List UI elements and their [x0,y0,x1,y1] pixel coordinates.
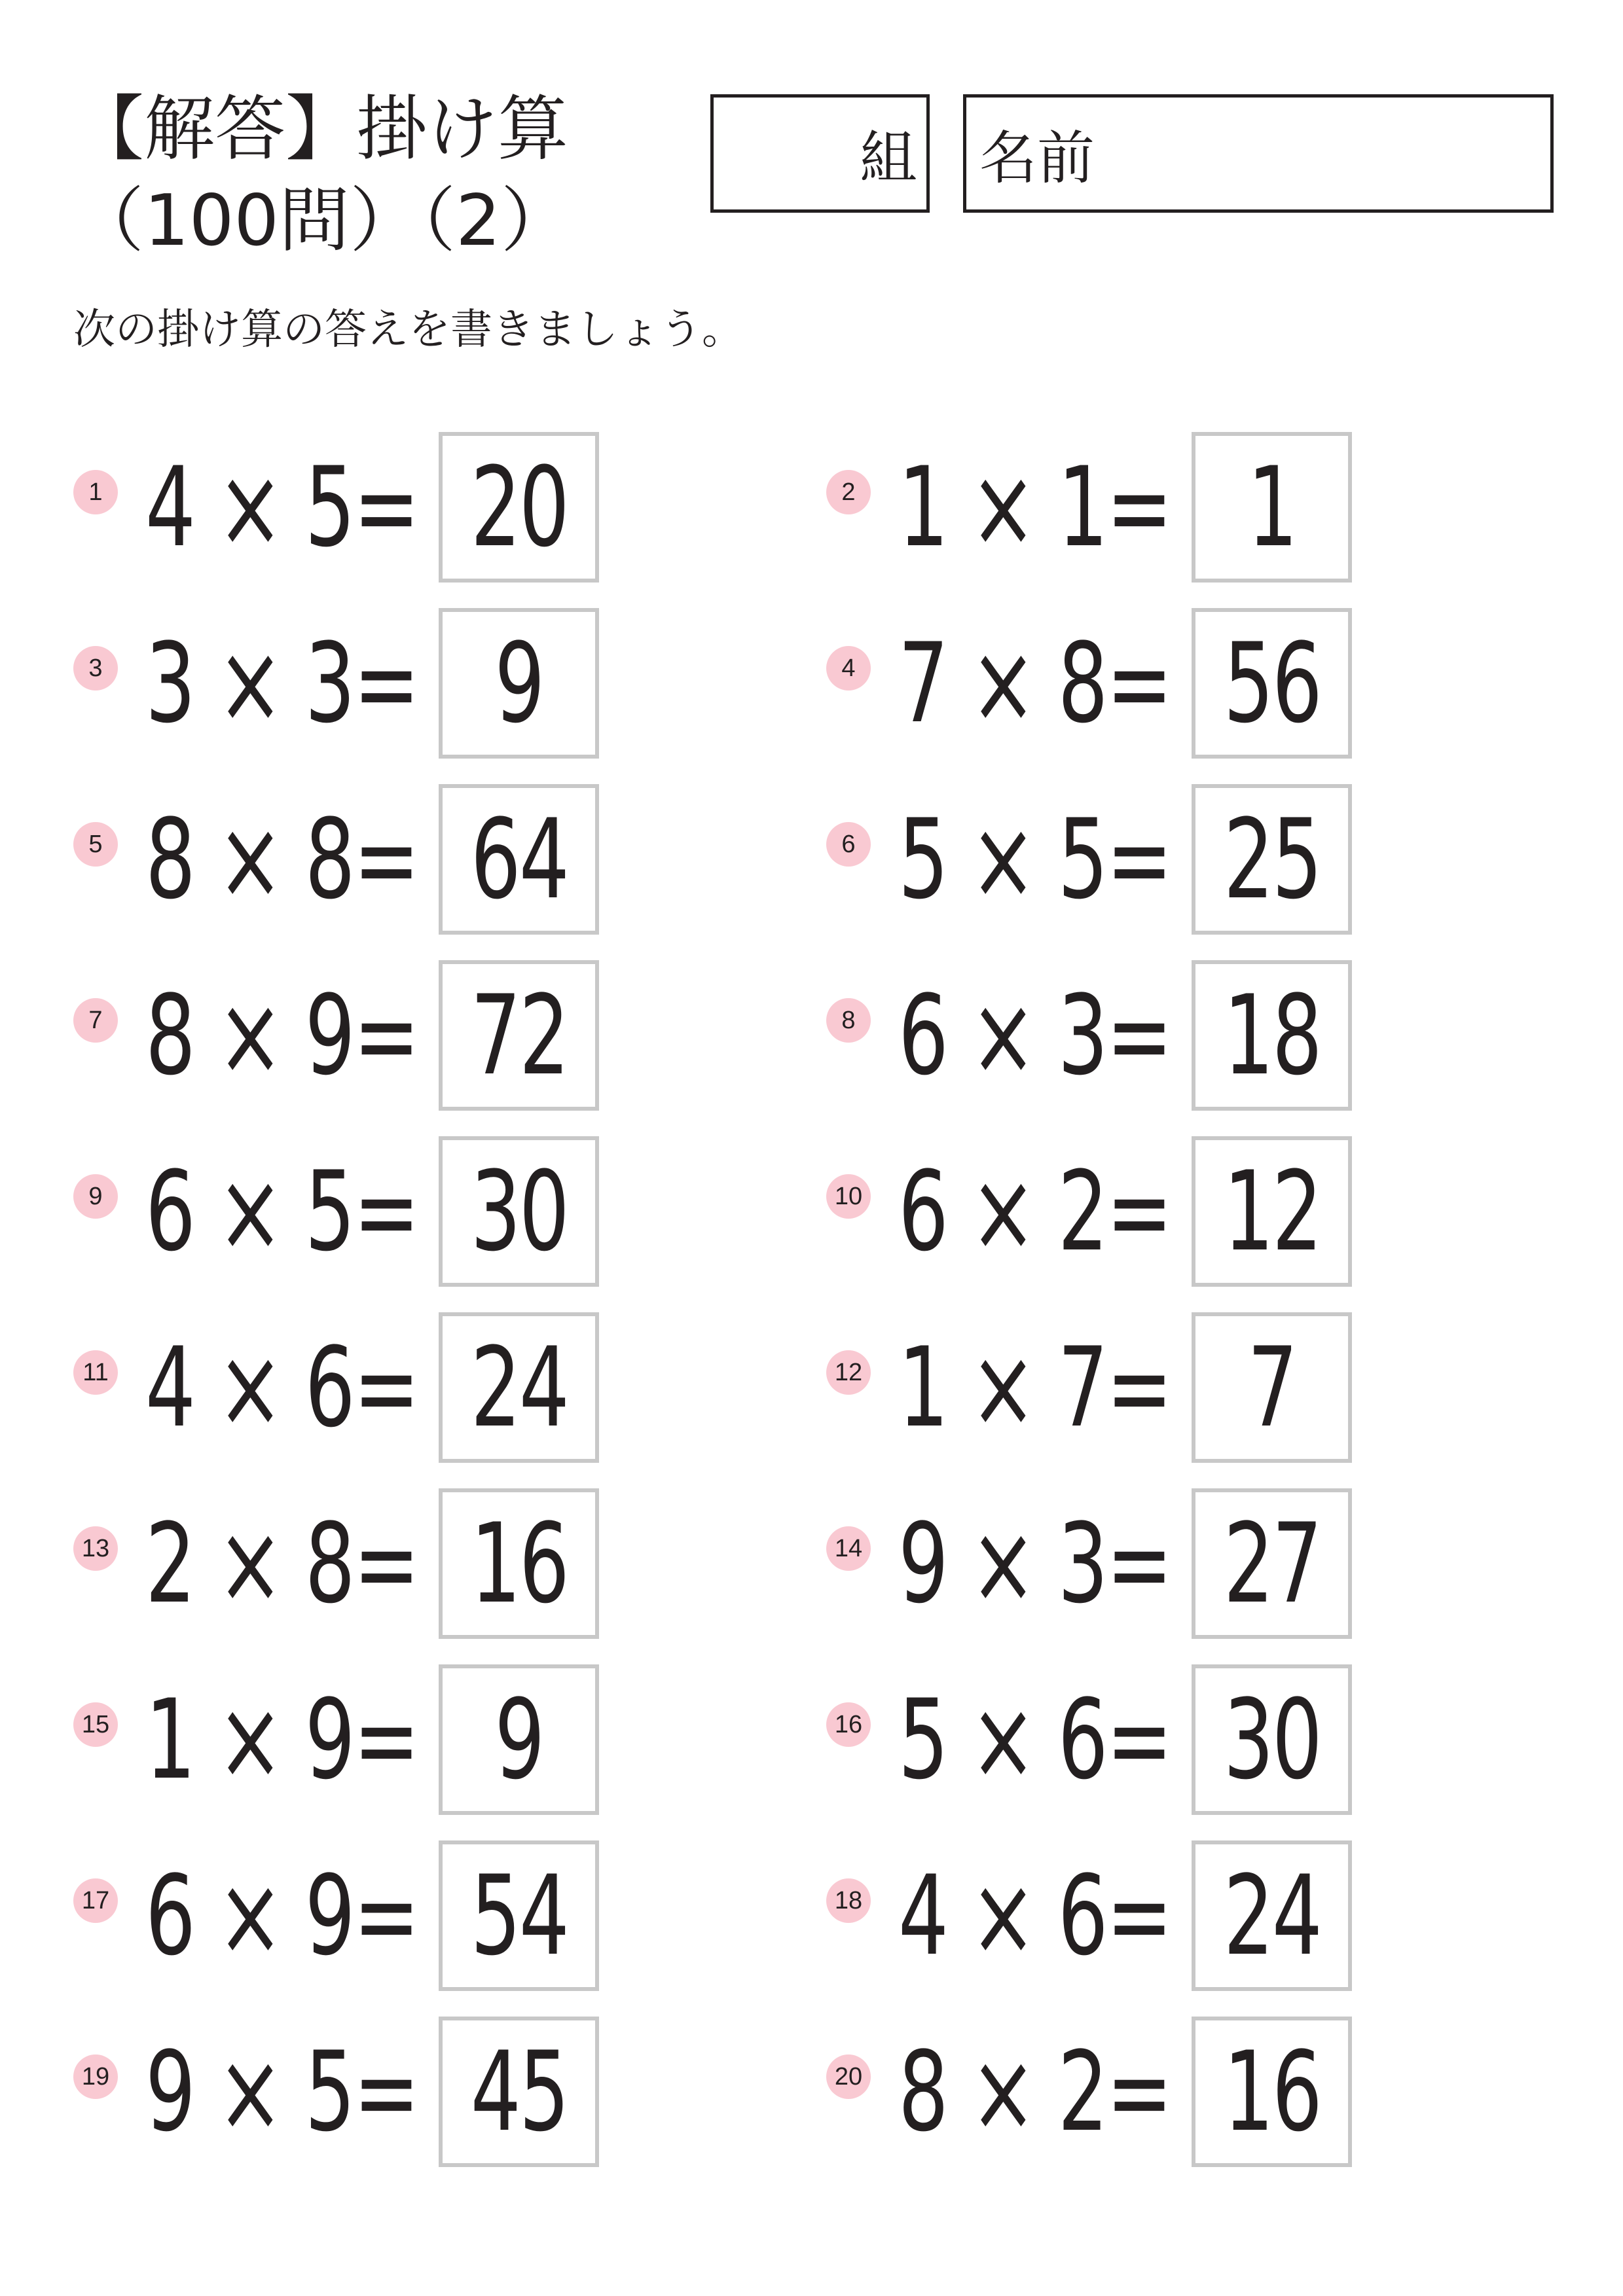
answer-box[interactable] [439,2017,599,2167]
problem-number-badge: 11 [73,1350,118,1395]
problem-number-badge: 7 [73,998,118,1043]
answer-box[interactable] [439,960,599,1111]
problem-item [73,2017,728,2167]
answer-value: 20 [470,443,568,571]
multiplication-expression: 1 × 1= [898,443,1171,571]
multiplication-expression: 4 × 6= [145,1323,418,1452]
multiplication-expression: 5 × 6= [898,1676,1171,1804]
problem-item [826,960,1481,1111]
problem-number-badge: 14 [826,1526,871,1571]
answer-box[interactable] [439,1664,599,1815]
title-line-2: （100問）（2） [73,180,572,262]
problem-number-badge: 6 [826,822,871,867]
problem-number-badge: 9 [73,1174,118,1219]
answer-value: 24 [1223,1852,1321,1980]
title-line-1: 【解答】掛け算 [73,88,569,170]
problem-item [73,960,728,1111]
problem-item [826,2017,1481,2167]
problem-number-badge: 19 [73,2054,118,2099]
problem-number-badge: 5 [73,822,118,867]
problem-number-badge: 4 [826,646,871,691]
answer-value: 9 [494,619,543,747]
multiplication-expression: 1 × 9= [145,1676,418,1804]
problem-number-badge: 16 [826,1702,871,1747]
answer-value: 1 [1247,443,1296,571]
multiplication-expression: 2 × 8= [145,1499,418,1628]
problem-item [73,1488,728,1639]
answer-box[interactable] [439,1136,599,1287]
problem-number-badge: 2 [826,470,871,514]
multiplication-expression: 6 × 5= [145,1147,418,1276]
answer-box[interactable] [1192,1136,1352,1287]
answer-value: 72 [470,971,568,1100]
problem-item [826,1488,1481,1639]
answer-box[interactable] [1192,2017,1352,2167]
multiplication-expression: 6 × 3= [898,971,1171,1100]
problem-item [826,432,1481,583]
problem-item [73,1664,728,1815]
answer-box[interactable] [1192,960,1352,1111]
problem-number-badge: 18 [826,1878,871,1923]
problem-item [73,1136,728,1287]
problem-item [826,1312,1481,1463]
answer-value: 30 [1223,1676,1321,1804]
answer-value: 16 [1223,2028,1321,2156]
instruction-text: 次の掛け算の答えを書きましょう。 [73,306,744,354]
problem-number-badge: 15 [73,1702,118,1747]
answer-box[interactable] [1192,1312,1352,1463]
multiplication-expression: 5 × 5= [898,795,1171,924]
problem-item [73,432,728,583]
answer-value: 56 [1223,619,1321,747]
problem-item [73,608,728,759]
multiplication-expression: 9 × 3= [898,1499,1171,1628]
problem-item [826,608,1481,759]
problem-item [73,1840,728,1991]
problem-item [826,1664,1481,1815]
answer-value: 24 [470,1323,568,1452]
answer-value: 12 [1223,1147,1321,1276]
answer-value: 64 [470,795,568,924]
answer-value: 18 [1223,971,1321,1100]
problem-item [826,1840,1481,1991]
answer-box[interactable] [1192,1488,1352,1639]
answer-value: 54 [470,1852,568,1980]
answer-value: 25 [1223,795,1321,924]
answer-value: 30 [470,1147,568,1276]
answer-box[interactable] [439,608,599,759]
problem-item [73,784,728,935]
answer-box[interactable] [439,1488,599,1639]
multiplication-expression: 1 × 7= [898,1323,1171,1452]
answer-box[interactable] [439,784,599,935]
answer-value: 45 [470,2028,568,2156]
problem-item [73,1312,728,1463]
answer-box[interactable] [1192,784,1352,935]
problem-item [826,784,1481,935]
answer-box[interactable] [1192,608,1352,759]
answer-box[interactable] [1192,1840,1352,1991]
problem-number-badge: 20 [826,2054,871,2099]
problem-number-badge: 10 [826,1174,871,1219]
multiplication-expression: 4 × 6= [898,1852,1171,1980]
problem-number-badge: 17 [73,1878,118,1923]
problem-number-badge: 1 [73,470,118,514]
answer-value: 9 [494,1676,543,1804]
multiplication-expression: 7 × 8= [898,619,1171,747]
name-label: 名前 [979,124,1095,192]
class-label: 組 [859,124,917,192]
answer-box[interactable] [1192,432,1352,583]
answer-box[interactable] [439,1840,599,1991]
problem-number-badge: 13 [73,1526,118,1571]
answer-box[interactable] [439,432,599,583]
multiplication-expression: 8 × 9= [145,971,418,1100]
answer-box[interactable] [439,1312,599,1463]
multiplication-expression: 6 × 2= [898,1147,1171,1276]
problem-number-badge: 8 [826,998,871,1043]
problem-item [826,1136,1481,1287]
problem-number-badge: 12 [826,1350,871,1395]
answer-box[interactable] [1192,1664,1352,1815]
multiplication-expression: 6 × 9= [145,1852,418,1980]
answer-value: 27 [1223,1499,1321,1628]
multiplication-expression: 9 × 5= [145,2028,418,2156]
multiplication-expression: 8 × 2= [898,2028,1171,2156]
answer-value: 7 [1247,1323,1296,1452]
problem-number-badge: 3 [73,646,118,691]
answer-value: 16 [470,1499,568,1628]
multiplication-expression: 4 × 5= [145,443,418,571]
multiplication-expression: 8 × 8= [145,795,418,924]
multiplication-expression: 3 × 3= [145,619,418,747]
